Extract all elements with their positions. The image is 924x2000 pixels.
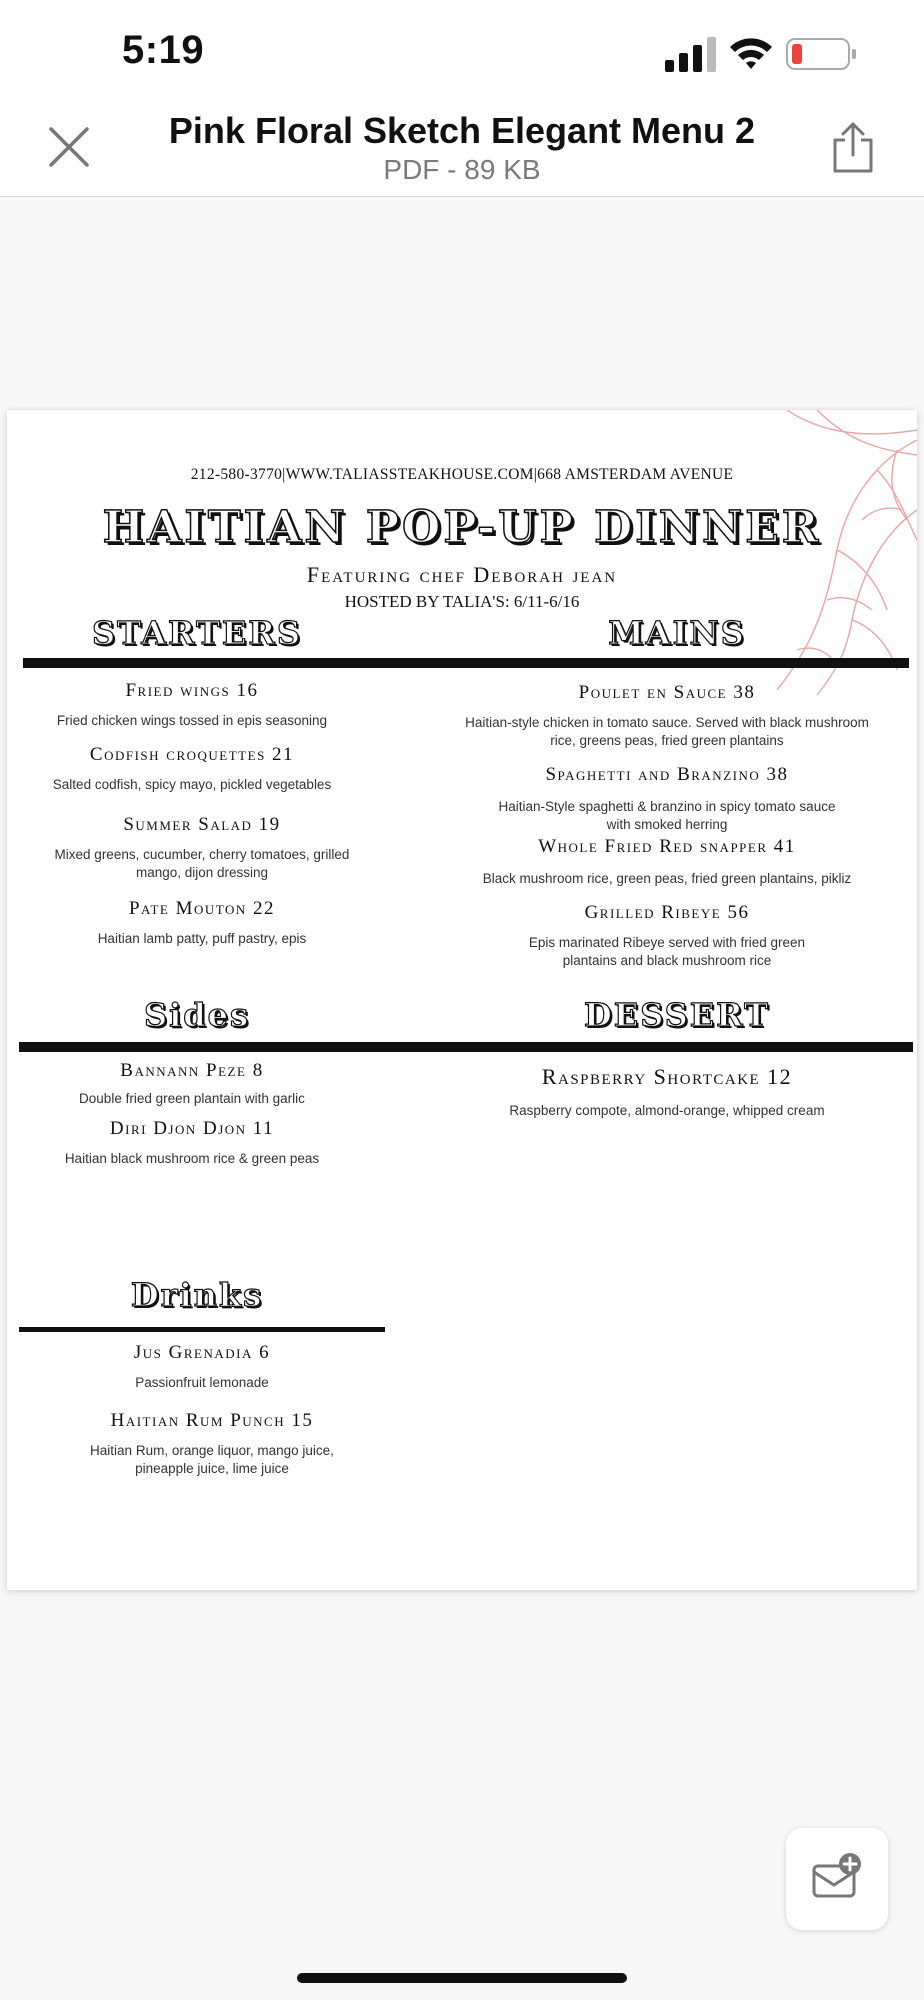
menu-item-desc: Double fried green plantain with garlic [79, 1091, 305, 1106]
menu-item-desc: Haitian-Style spaghetti & branzino in spicy tomato sauce with smoked herring [498, 799, 836, 832]
menu-item-name: Fried wings 16 [125, 680, 259, 701]
menu-item-name: Whole Fried Red snapper 41 [538, 836, 796, 857]
wifi-icon [728, 34, 774, 72]
document-subtitle: PDF - 89 KB [383, 154, 541, 185]
mains-heading: MAINS [608, 614, 746, 652]
featuring-line: Featuring chef Deborah jean [306, 562, 618, 587]
menu-item-name: Diri Djon Djon 11 [109, 1118, 275, 1139]
menu-item-desc: Mixed greens, cucumber, cherry tomatoes, grilled mango, dijon dressing [54, 847, 350, 880]
menu-item-name: Bannann Peze 8 [120, 1060, 264, 1081]
menu-item-name: Pate Mouton 22 [128, 898, 276, 919]
menu-item-desc: Haitian black mushroom rice & green peas [64, 1151, 320, 1166]
menu-item-name: Haitian Rum Punch 15 [110, 1410, 314, 1431]
sides-heading: Sides [143, 996, 250, 1034]
status-bar [0, 0, 924, 100]
battery-low-icon [786, 38, 856, 70]
menu-item-desc: Haitian Rum, orange liquor, mango juice, pineapple juice, lime juice [90, 1443, 334, 1476]
menu-item-desc: Raspberry compote, almond-orange, whipped cream [509, 1103, 825, 1118]
menu-title: HAITIAN POP-UP DINNER [102, 502, 822, 553]
drinks-heading: Drinks [130, 1276, 264, 1314]
pdf-page[interactable] [7, 410, 917, 1590]
section-rule [463, 1042, 913, 1052]
markup-icon [810, 1852, 864, 1906]
floral-sketch-decoration [777, 410, 917, 700]
dessert-heading: DESSERT [584, 996, 770, 1034]
status-time: 5:19 [122, 28, 205, 72]
share-icon[interactable] [830, 122, 876, 174]
menu-item-desc: Passionfruit lemonade [135, 1375, 269, 1390]
menu-item-desc: Fried chicken wings tossed in epis seasoning [56, 713, 328, 728]
menu-item-name: Jus Grenadia 6 [133, 1342, 271, 1363]
contact-line: 212-580-3770|WWW.TALIASSTEAKHOUSE.COM|668 AMSTERDAM AVENUE [190, 466, 734, 483]
menu-item-name: Poulet en Sauce 38 [578, 682, 756, 703]
menu-item-name: Grilled Ribeye 56 [584, 902, 750, 923]
cellular-signal-icon [665, 36, 717, 72]
markup-button[interactable] [786, 1828, 888, 1930]
home-indicator[interactable] [297, 1973, 627, 1983]
section-rule [19, 1327, 385, 1332]
menu-item-desc: Black mushroom rice, green peas, fried green plantains, pikliz [482, 871, 852, 886]
starters-heading: STARTERS [92, 614, 302, 652]
section-rule [463, 658, 909, 668]
menu-item-desc: Haitian lamb patty, puff pastry, epis [97, 931, 307, 946]
section-rule [23, 658, 463, 668]
menu-item-name: Spaghetti and Branzino 38 [545, 764, 789, 785]
section-rule [19, 1042, 463, 1052]
menu-item-desc: Epis marinated Ribeye served with fried green plantains and black mushroom rice [528, 935, 806, 968]
menu-item-desc: Haitian-style chicken in tomato sauce. Served with black mushroom rice, greens peas, fried green plantains [465, 715, 869, 748]
document-title: Pink Floral Sketch Elegant Menu 2 [168, 110, 756, 151]
menu-item-name: Raspberry Shortcake 12 [541, 1064, 793, 1089]
menu-item-name: Summer Salad 19 [123, 814, 281, 835]
document-header [0, 100, 924, 197]
menu-item-name: Codfish croquettes 21 [89, 744, 295, 765]
menu-item-desc: Salted codfish, spicy mayo, pickled vegetables [52, 777, 332, 792]
hosted-line: HOSTED BY TALIA'S: 6/11-6/16 [344, 592, 580, 611]
